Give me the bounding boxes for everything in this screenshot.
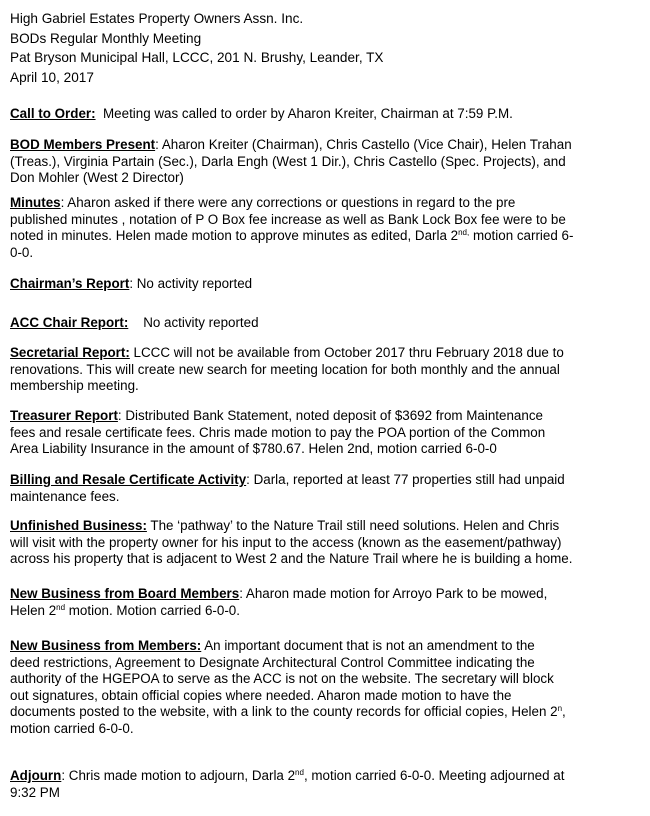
section-text: motion. Motion carried 6-0-0. (65, 602, 240, 618)
section-text: : Aharon asked if there were any corrections or questions in regard to the pre (60, 195, 516, 210)
section-text: : Distributed Bank Statement, noted deposit of $3692 from Maintenance (117, 408, 543, 423)
section-label: New Business from Board Members (10, 586, 240, 601)
section-text: membership meeting. (10, 378, 139, 393)
section-bod-members (10, 137, 635, 187)
section-treasurer-report (10, 408, 635, 458)
section-text: fees and resale certificate fees. Chris made motion to pay the POA portion of the Common (10, 424, 546, 440)
section-new-business-board (10, 586, 635, 619)
section-text: motion carried 6-0-0. (10, 720, 134, 736)
section-acc-chair-report (10, 315, 635, 332)
section-text: No activity reported (143, 315, 259, 330)
section-label: Unfinished Business: (10, 518, 147, 533)
section-minutes (10, 195, 635, 261)
section-call-to-order (10, 106, 635, 123)
section-text: 0-0. (10, 244, 34, 260)
section-text: An important document that is not an amendment to the (201, 638, 535, 653)
section-unfinished-business (10, 518, 635, 568)
section-text: : Chris made motion to adjourn, Darla 2 (61, 768, 296, 783)
meeting-date: April 10, 2017 (10, 69, 94, 85)
section-text: : Aharon made motion for Arroyo Park to be mowed, (239, 586, 548, 601)
section-adjourn (10, 768, 635, 801)
document-header (10, 9, 384, 87)
section-text: authority of the HGEPOA to serve as the ACC is not on the website. The secretary will block (10, 671, 554, 686)
section-label: Billing and Resale Certificate Activity (10, 472, 247, 487)
section-label: New Business from Members: (10, 638, 202, 653)
section-text: motion carried 6- (469, 228, 574, 243)
section-text: (Treas.), Virginia Partain (Sec.), Darla Engh (West 1 Dir.), Chris Castello (Spec. Projects), and (10, 153, 566, 169)
section-label: Minutes (10, 195, 61, 210)
section-label: Chairman’s Report (10, 276, 130, 291)
section-text: documents posted to the website, with a link to the county records for official copies, Helen 2 (10, 704, 558, 719)
org-name: High Gabriel Estates Property Owners Assn. Inc. (10, 11, 304, 26)
section-text: Meeting was called to order by Aharon Kreiter, Chairman at 7:59 P.M. (103, 106, 513, 121)
ordinal-suffix: nd (56, 602, 66, 612)
section-text: LCCC will not be available from October 2017 thru February 2018 due to (129, 345, 564, 360)
section-label: Treasurer Report (10, 408, 118, 423)
section-label: Adjourn (10, 768, 62, 783)
meeting-location: Pat Bryson Municipal Hall, LCCC, 201 N. Brushy, Leander, TX (10, 50, 384, 66)
section-text: 9:32 PM (10, 784, 60, 800)
section-label: BOD Members Present (10, 137, 156, 152)
ordinal-suffix: n (557, 704, 563, 713)
section-text: : No activity reported (129, 276, 253, 291)
section-text: noted in minutes. Helen made motion to approve minutes as edited, Darla 2 (10, 228, 459, 243)
section-text: , (562, 704, 566, 719)
section-text: out signatures, obtain official copies where needed. Aharon made motion to have the (10, 687, 512, 703)
section-label: Call to Order: (10, 106, 96, 121)
section-text: will visit with the property owner for his input to the access (known as the easement/pathway) (10, 534, 562, 550)
section-text: Area Liability Insurance in the amount of $780.67. Helen 2nd, motion carried 6-0-0 (10, 441, 497, 456)
section-text: Helen 2 (10, 602, 57, 618)
section-chairman-report (10, 276, 635, 293)
section-text: across his property that is adjacent to West 2 and the Nature Trail where he is building a home. (10, 551, 573, 566)
section-text: : Darla, reported at least 77 properties still had unpaid (246, 472, 565, 487)
section-new-business-members (10, 638, 635, 737)
section-text: Don Mohler (West 2 Director) (10, 170, 184, 185)
section-text: : Aharon Kreiter (Chairman), Chris Castello (Vice Chair), Helen Trahan (155, 137, 572, 152)
section-text: , motion carried 6-0-0. Meeting adjourned at (303, 768, 565, 783)
section-label: Secretarial Report: (10, 345, 130, 360)
section-text: published minutes , notation of P O Box fee increase as well as Bank Lock Box fee were to be (10, 211, 566, 227)
ordinal-suffix: nd, (458, 228, 470, 237)
meeting-type: BODs Regular Monthly Meeting (10, 30, 202, 46)
section-text: renovations. This will create new search for meeting location for both monthly and the annual (10, 361, 560, 377)
section-secretarial-report (10, 345, 635, 395)
ordinal-suffix: nd (295, 768, 304, 777)
section-label: ACC Chair Report: (10, 315, 129, 330)
section-billing-resale (10, 472, 635, 505)
section-text: deed restrictions, Agreement to Designate Architectural Control Committee indicating the (10, 654, 535, 670)
section-text: maintenance fees. (10, 488, 120, 504)
section-text: The ‘pathway’ to the Nature Trail still need solutions. Helen and Chris (146, 518, 560, 533)
